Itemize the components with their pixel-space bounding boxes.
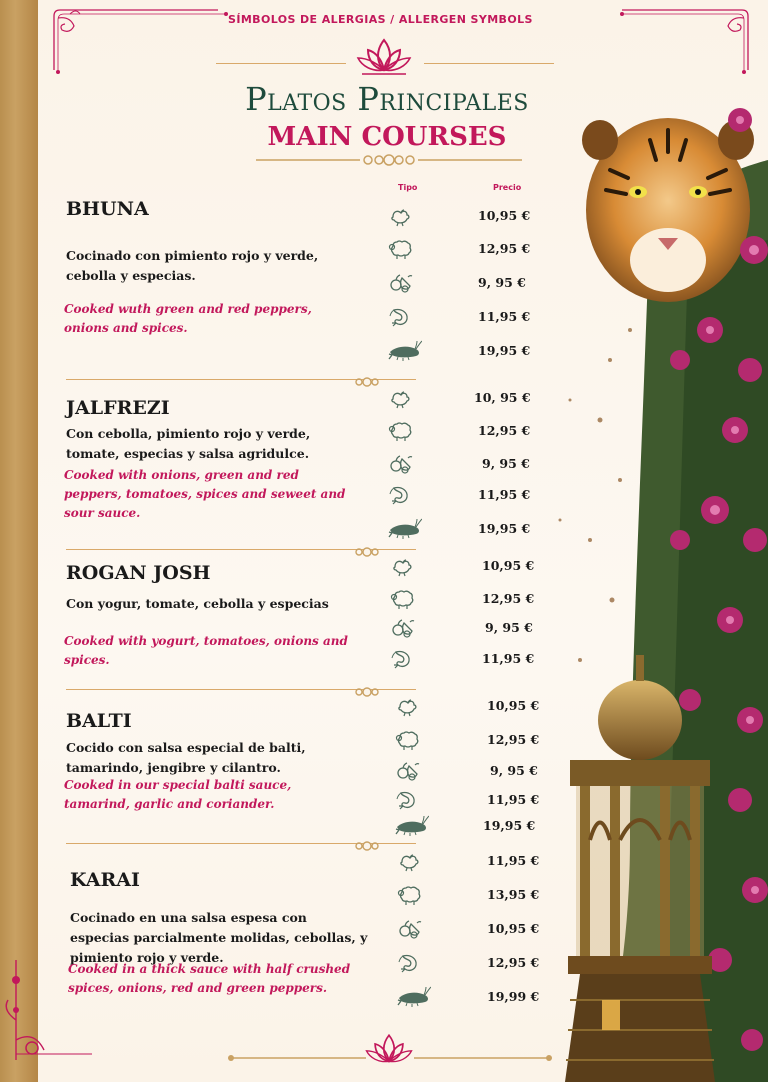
dish-description-spanish: Cocinado con pimiento rojo y verde, cebolla y especias. [66,248,319,283]
dish-description-english: Cooked in our special balti sauce, tamarind, garlic and coriander. [64,778,292,811]
lamb-icon [390,588,416,610]
shrimp-icon [395,789,419,811]
gold-side-strip [0,0,38,1082]
vegetables-icon [397,918,423,940]
lamb-icon [388,238,414,260]
price-value: 10,95 € [478,208,531,223]
price-value: 9, 95 € [485,620,533,635]
lamb-icon [395,729,421,751]
price-value: 9, 95 € [482,456,530,471]
dish-description-spanish: Cocinado en una salsa espesa con especias parcialmente molidas, cebollas, y pimiento rojo y verde. [70,910,368,965]
price-value: 12,95 € [487,955,540,970]
page-title-english: MAIN COURSES [267,122,507,152]
chicken-icon [395,695,419,717]
dish-description-english: Cooked in a thick sauce with half crushed spices, onions, red and green peppers. [68,962,351,995]
price-column-header: Precio [493,183,522,192]
divider-ornament-icon [350,683,384,702]
price-value: 10,95 € [482,558,535,573]
allergen-symbols-link[interactable]: SÍMBOLOS DE ALERGIAS / ALLERGEN SYMBOLS [228,13,533,26]
price-value: 11,95 € [487,792,540,807]
price-value: 9, 95 € [490,763,538,778]
page-title-spanish: Platos Principales [245,80,529,118]
dish-description-spanish: Cocido con salsa especial de balti, tamarindo, jengibre y cilantro. [66,740,306,775]
dish-name: KARAI [70,869,140,891]
dish-name: JALFREZI [66,397,170,419]
chicken-icon [388,387,412,409]
price-value: 9, 95 € [478,275,526,290]
title-divider [256,152,522,168]
king-prawn-icon [397,986,431,1008]
bottom-lotus-icon [363,1030,415,1070]
chicken-icon [388,205,412,227]
vegetables-icon [388,453,414,475]
price-value: 11,95 € [482,651,535,666]
shrimp-icon [388,306,412,328]
vegetables-icon [388,272,414,294]
lamb-icon [388,420,414,442]
price-value: 12,95 € [478,241,531,256]
dish-description-spanish: Con cebolla, pimiento rojo y verde, tomate, especias y salsa agridulce. [66,426,311,461]
lamb-icon [397,884,423,906]
king-prawn-icon [395,815,429,837]
price-value: 19,95 € [478,521,531,536]
chicken-icon [390,555,414,577]
bottom-divider-left [226,1053,366,1063]
price-value: 11,95 € [478,487,531,502]
corner-ornament-top-left [48,6,238,76]
bottom-divider-right [414,1053,554,1063]
price-value: 10,95 € [487,698,540,713]
shrimp-icon [397,952,421,974]
price-value: 10, 95 € [474,390,531,405]
price-value: 11,95 € [487,853,540,868]
price-value: 12,95 € [487,732,540,747]
price-value: 11,95 € [478,309,531,324]
dish-name: BHUNA [66,198,149,220]
divider-ornament-icon [350,373,384,392]
price-value: 19,99 € [487,989,540,1004]
dish-description-english: Cooked with yogurt, tomatoes, onions and spices. [64,634,348,667]
king-prawn-icon [388,340,422,362]
king-prawn-icon [388,518,422,540]
dish-name: ROGAN JOSH [66,562,211,584]
price-value: 19,95 € [478,343,531,358]
divider-ornament-icon [350,543,384,562]
shrimp-icon [388,484,412,506]
price-value: 10,95 € [487,921,540,936]
price-value: 13,95 € [487,887,540,902]
tiger-flowers-pavilion-illustration [540,100,768,1082]
vegetables-icon [395,760,421,782]
price-value: 12,95 € [482,591,535,606]
corner-ornament-top-right [618,6,758,76]
dish-description-english: Cooked with onions, green and red peppers, tomatoes, spices and seweet and sour sauce. [64,468,346,520]
chicken-icon [397,850,421,872]
lotus-icon [354,36,414,78]
price-value: 19,95 € [483,818,536,833]
divider-ornament-icon [350,837,384,856]
dish-description-english: Cooked wuth green and red peppers, onions and spices. [64,302,312,335]
vegetables-icon [390,617,416,639]
shrimp-icon [390,648,414,670]
type-column-header: Tipo [398,183,418,192]
title-rule-top-right [424,63,554,64]
dish-name: BALTI [66,710,132,732]
price-value: 12,95 € [478,423,531,438]
dish-description-spanish: Con yogur, tomate, cebolla y especias [66,596,329,611]
title-rule-top [216,63,346,64]
